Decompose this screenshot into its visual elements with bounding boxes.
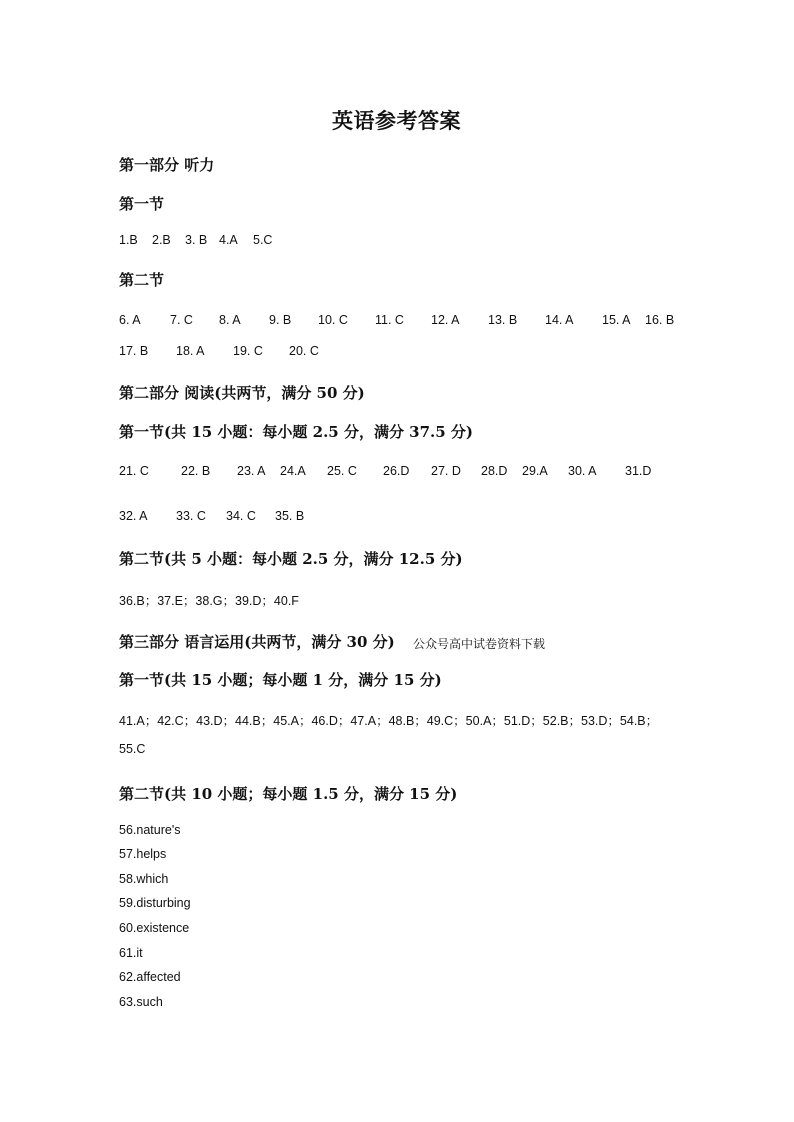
answer-item: 28.D [481,464,508,478]
answer-item: 24.A [280,464,306,478]
answer-item: 9. B [269,313,292,327]
answer-item: 8. A [219,313,241,327]
answer-item: 3. B [185,233,208,247]
answer-item: 12. A [431,313,460,327]
part3-heading: 第三部分 语言运用(共两节，满分 30 分) [119,633,395,651]
answer-item: 14. A [545,313,574,327]
answer-item: 7. C [170,313,193,327]
answer-line: 41.A；42.C；43.D；44.B；45.A；46.D；47.A；48.B；49.C；50.A；51.D；52.B；53.D；54.B； [119,714,659,728]
part2-heading: 第二部分 阅读(共两节，满分 50 分) [119,384,365,402]
answer-line: 55.C [119,742,146,756]
answer-line: 36.B；37.E；38.G；39.D；40.F [119,594,299,608]
answer-item: 4.A [219,233,238,247]
answer-item: 21. C [119,464,149,478]
answer-item: 25. C [327,464,357,478]
part1-heading: 第一部分 听力 [119,156,215,174]
part3-section1-heading: 第一节(共 15 小题；每小题 1 分，满分 15 分) [119,671,442,689]
answer-item: 11. C [375,313,404,327]
answer-item: 13. B [488,313,518,327]
answer-item: 22. B [181,464,211,478]
answer-item: 6. A [119,313,141,327]
answer-item: 15. A [602,313,631,327]
list-item: 63.such [119,995,163,1009]
page-title: 英语参考答案 [332,108,461,133]
answer-item: 19. C [233,344,263,358]
answer-item: 29.A [522,464,548,478]
answer-item: 5.C [253,233,273,247]
answer-item: 16. B [645,313,675,327]
list-item: 60.existence [119,921,190,935]
answer-item: 18. A [176,344,205,358]
list-item: 56.nature's [119,823,181,837]
answer-item: 30. A [568,464,597,478]
part3-section2-heading: 第二节(共 10 小题；每小题 1.5 分，满分 15 分) [119,785,458,803]
part2-section1-heading: 第一节(共 15 小题：每小题 2.5 分，满分 37.5 分) [119,423,474,441]
watermark-note: 公众号高中试卷资料下载 [413,637,546,651]
answer-item: 27. D [431,464,461,478]
answer-item: 10. C [318,313,348,327]
answer-item: 26.D [383,464,410,478]
list-item: 59.disturbing [119,896,191,910]
part2-section2-heading: 第二节(共 5 小题：每小题 2.5 分，满分 12.5 分) [119,550,463,568]
answer-item: 2.B [152,233,171,247]
answer-item: 31.D [625,464,652,478]
answer-item: 23. A [237,464,266,478]
list-item: 58.which [119,872,169,886]
part1-section2-heading: 第二节 [119,271,165,289]
answer-item: 33. C [176,509,206,523]
answer-item: 1.B [119,233,138,247]
answer-item: 17. B [119,344,149,358]
list-item: 57.helps [119,847,167,861]
answer-item: 34. C [226,509,256,523]
list-item: 61.it [119,946,143,960]
answer-item: 35. B [275,509,305,523]
list-item: 62.affected [119,970,181,984]
answer-item: 20. C [289,344,319,358]
part1-section1-heading: 第一节 [119,195,165,213]
answer-item: 32. A [119,509,148,523]
